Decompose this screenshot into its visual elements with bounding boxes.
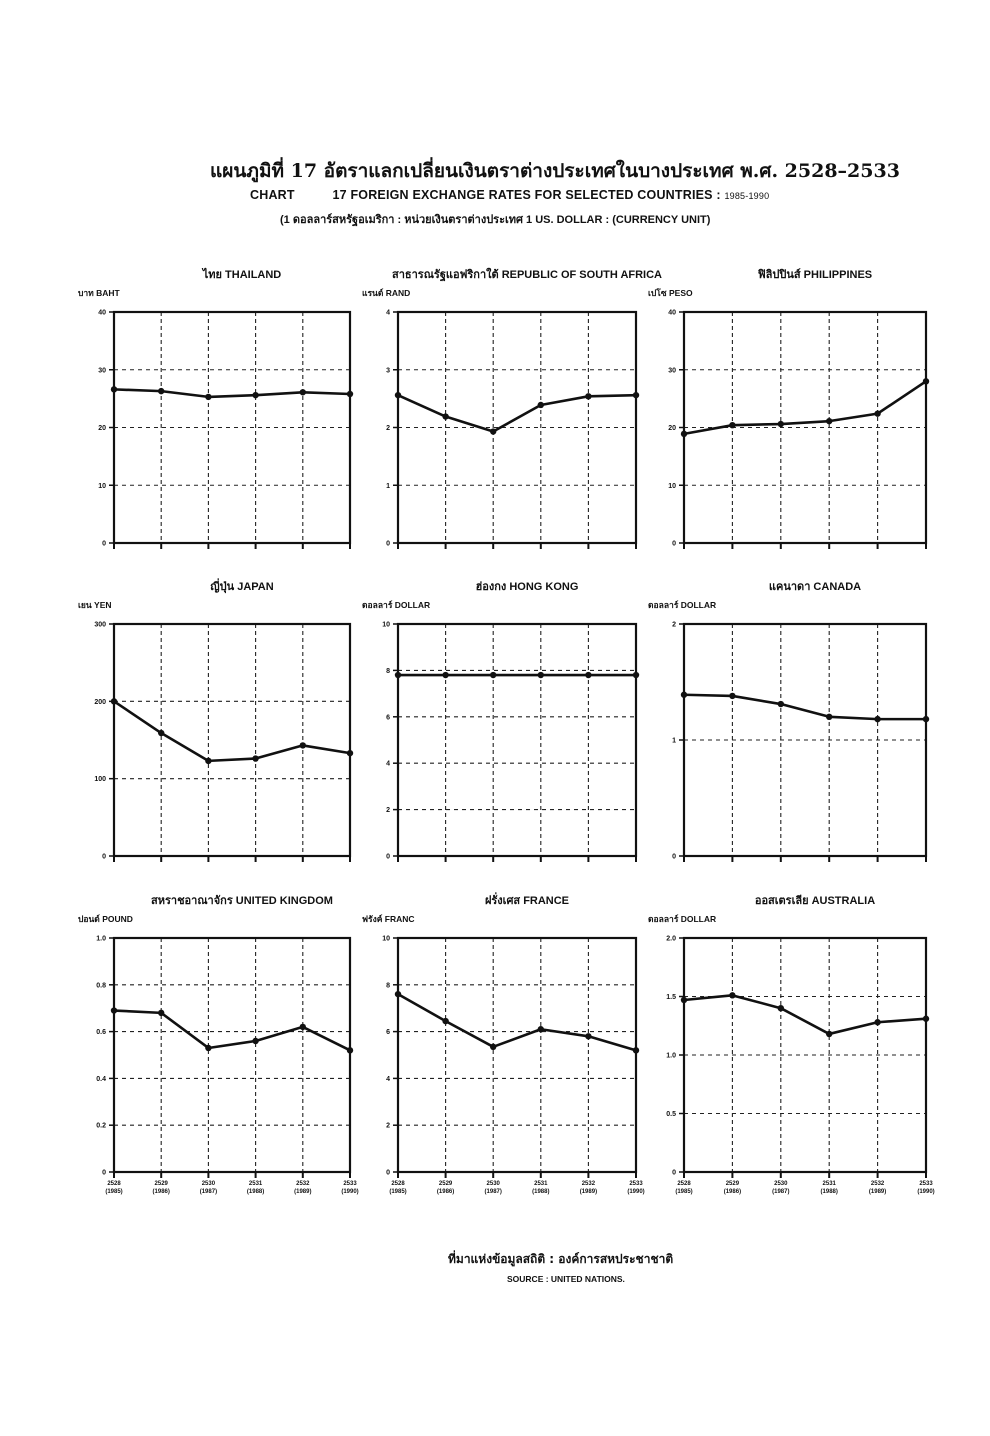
panel-title: ญี่ปุ่น JAPAN [210, 581, 274, 593]
y-tick-label: 10 [382, 621, 390, 629]
y-tick-label: 20 [98, 425, 106, 432]
chart-title-years: 1985-1990 [724, 191, 770, 201]
data-point [347, 391, 353, 397]
data-point [442, 672, 448, 678]
data-point [158, 388, 164, 394]
data-point [347, 1047, 353, 1053]
y-tick-label: 0.5 [666, 1111, 676, 1118]
plot-area [362, 267, 662, 549]
data-point [633, 672, 639, 678]
x-tick-label-ad: (1986) [723, 1189, 742, 1195]
y-tick-label: 2.0 [666, 935, 676, 943]
data-point [681, 997, 687, 1003]
x-tick-label: 2532 [296, 1181, 310, 1187]
data-point [300, 742, 306, 748]
plot-frame [114, 624, 350, 856]
data-point [874, 1019, 880, 1025]
x-tick-label-ad: (1989) [294, 1189, 312, 1195]
x-tick-label-ad: (1988) [246, 1189, 265, 1195]
data-point [111, 698, 117, 704]
x-tick-label-ad: (1987) [484, 1189, 502, 1195]
y-tick-label: 1 [386, 482, 390, 490]
series-line [684, 995, 926, 1034]
y-tick-label: 10 [382, 935, 390, 943]
y-tick-label: 0 [672, 853, 676, 861]
chart-panel-9 [644, 888, 936, 1212]
y-axis-unit-label: ปอนด์ POUND [78, 914, 133, 924]
y-tick-label: 8 [386, 667, 390, 675]
y-tick-label: 0.6 [96, 1029, 106, 1037]
data-point [681, 692, 687, 698]
data-point [538, 672, 544, 678]
data-point [538, 402, 544, 408]
plot-area [362, 581, 639, 862]
chart-panel-1 [74, 262, 360, 583]
x-tick-label: 2528 [391, 1181, 405, 1187]
y-tick-label: 0.4 [96, 1075, 106, 1083]
y-tick-label: 0 [672, 1169, 676, 1177]
data-point [585, 1033, 591, 1039]
y-axis-unit-label: ดอลลาร์ DOLLAR [648, 600, 717, 610]
data-point [490, 672, 496, 678]
chart-title-number: 17 [332, 188, 347, 202]
y-tick-label: 0 [386, 1169, 390, 1177]
plot-area [78, 267, 353, 549]
y-axis-unit-label: แรนด์ RAND [362, 288, 411, 298]
data-point [681, 431, 687, 437]
y-tick-label: 40 [668, 309, 676, 317]
y-tick-label: 2 [386, 425, 390, 432]
y-tick-label: 2 [672, 621, 676, 629]
y-tick-label: 4 [386, 1075, 390, 1083]
data-point [826, 418, 832, 424]
data-point [158, 730, 164, 736]
y-tick-label: 0 [102, 853, 106, 861]
data-point [585, 672, 591, 678]
plot-frame [398, 938, 636, 1172]
x-tick-label-ad: (1985) [105, 1189, 123, 1195]
data-point [300, 389, 306, 395]
chart-panel-7 [74, 888, 360, 1212]
x-tick-label-ad: (1986) [152, 1189, 170, 1195]
plot-area [362, 892, 645, 1195]
x-tick-label-ad: (1989) [868, 1189, 887, 1195]
data-point [252, 392, 258, 398]
data-point [538, 1026, 544, 1032]
panel-title: ฟิลิปปินส์ PHILIPPINES [757, 269, 873, 281]
y-tick-label: 30 [668, 367, 676, 375]
y-tick-label: 1.0 [96, 935, 106, 943]
chart-title-text: FOREIGN EXCHANGE RATES FOR SELECTED COUNTRIES : [350, 188, 721, 202]
x-tick-label: 2529 [438, 1181, 453, 1187]
data-point [923, 378, 929, 384]
source-thai: ที่มาแห่งข้อมูลสถิติ : องค์การสหประชาชาติ [448, 1252, 674, 1266]
panel-title: สหราชอาณาจักร UNITED KINGDOM [151, 895, 333, 907]
panel-title: ออสเตรเลีย AUSTRALIA [754, 895, 876, 907]
panel-title: สาธารณรัฐแอฟริกาใต้ REPUBLIC OF SOUTH AFRICA [392, 269, 662, 281]
x-tick-label: 2531 [822, 1181, 836, 1187]
panel-title: แคนาดา CANADA [768, 581, 862, 593]
y-tick-label: 0 [102, 540, 106, 548]
data-point [778, 1005, 784, 1011]
series-line [684, 695, 926, 719]
plot-area [78, 894, 359, 1195]
y-tick-label: 8 [386, 982, 390, 990]
plot-area [648, 581, 929, 862]
y-tick-label: 1.0 [666, 1052, 676, 1060]
data-point [826, 714, 832, 720]
x-tick-label-ad: (1987) [199, 1189, 218, 1195]
x-tick-label: 2530 [774, 1181, 788, 1187]
x-tick-label: 2528 [677, 1181, 691, 1187]
source-english: SOURCE : UNITED NATIONS. [507, 1274, 625, 1284]
data-point [111, 386, 117, 392]
y-axis-unit-label: ดอลลาร์ DOLLAR [648, 914, 717, 924]
data-point [205, 758, 211, 764]
x-tick-label-ad: (1985) [675, 1189, 693, 1195]
x-tick-label: 2533 [343, 1181, 357, 1187]
y-axis-unit-label: เยน YEN [78, 600, 112, 610]
y-tick-label: 3 [386, 367, 390, 375]
chart-title-thai: แผนภูมิที่ 17 อัตราแลกเปลี่ยนเงินตราต่างประเทศในบางประเทศ พ.ศ. 2528–2533 [210, 160, 900, 182]
data-point [923, 716, 929, 722]
chart-panel-8 [358, 888, 646, 1212]
data-point [585, 393, 591, 399]
data-point [826, 1031, 832, 1037]
x-tick-label: 2532 [581, 1181, 596, 1187]
data-point [252, 1038, 258, 1044]
data-point [442, 1018, 448, 1024]
chart-panel-6 [644, 574, 936, 896]
data-point [205, 394, 211, 400]
plot-frame [398, 624, 636, 856]
data-point [442, 413, 448, 419]
y-tick-label: 6 [386, 1029, 390, 1037]
y-tick-label: 2 [386, 1122, 390, 1130]
series-line [114, 1011, 350, 1051]
y-tick-label: 6 [386, 714, 390, 722]
series-line [398, 994, 636, 1050]
chart-panel-2 [358, 262, 662, 583]
y-tick-label: 0 [386, 853, 390, 861]
data-point [252, 755, 258, 761]
data-point [395, 672, 401, 678]
x-tick-label: 2528 [107, 1181, 121, 1187]
y-tick-label: 2 [386, 807, 390, 815]
y-tick-label: 0 [672, 540, 676, 548]
y-tick-label: 30 [98, 367, 106, 375]
y-tick-label: 4 [386, 760, 390, 768]
y-tick-label: 20 [668, 425, 676, 432]
x-tick-label-ad: (1990) [341, 1189, 359, 1195]
data-point [778, 421, 784, 427]
plot-frame [114, 938, 350, 1172]
plot-area [648, 268, 929, 549]
x-tick-label: 2530 [486, 1181, 500, 1187]
chart-title-prefix: CHART [250, 188, 295, 202]
y-axis-unit-label: เปโซ PESO [648, 288, 693, 298]
panel-title: ฝรั่งเศส FRANCE [484, 895, 570, 907]
y-tick-label: 200 [94, 698, 106, 706]
y-tick-label: 100 [94, 776, 106, 784]
plot-area [78, 578, 353, 862]
y-tick-label: 0.2 [96, 1122, 106, 1130]
y-axis-unit-label: ฟรังค์ FRANC [362, 914, 415, 924]
series-line [114, 389, 350, 397]
x-tick-label-ad: (1990) [627, 1189, 645, 1195]
x-tick-label: 2529 [725, 1181, 740, 1187]
data-point [874, 716, 880, 722]
chart-title-english [250, 188, 769, 202]
data-point [395, 991, 401, 997]
series-line [684, 381, 926, 434]
y-axis-unit-label: บาท BAHT [78, 288, 120, 298]
data-point [729, 422, 735, 428]
x-tick-label-ad: (1987) [772, 1189, 790, 1195]
x-tick-label-ad: (1988) [532, 1189, 550, 1195]
data-point [729, 992, 735, 998]
y-tick-label: 10 [98, 482, 106, 490]
y-tick-label: 10 [668, 482, 676, 490]
y-tick-label: 300 [94, 621, 106, 629]
x-tick-label: 2531 [248, 1181, 263, 1187]
data-point [490, 428, 496, 434]
data-point [205, 1045, 211, 1051]
data-point [300, 1024, 306, 1030]
x-tick-label-ad: (1990) [917, 1189, 935, 1195]
data-point [158, 1010, 164, 1016]
data-point [633, 1047, 639, 1053]
y-tick-label: 1 [672, 737, 676, 745]
data-point [874, 410, 880, 416]
data-point [778, 701, 784, 707]
x-tick-label-ad: (1986) [436, 1189, 455, 1195]
y-tick-label: 40 [98, 309, 106, 317]
plot-area [648, 894, 935, 1195]
data-point [729, 693, 735, 699]
x-tick-label-ad: (1985) [389, 1189, 407, 1195]
data-point [347, 750, 353, 756]
x-tick-label: 2532 [870, 1181, 885, 1187]
panel-title: ฮ่องกง HONG KONG [475, 581, 579, 593]
series-line [114, 701, 350, 761]
x-tick-label: 2529 [154, 1181, 168, 1187]
x-tick-label: 2531 [534, 1181, 548, 1187]
chart-panel-5 [358, 574, 646, 896]
data-point [923, 1016, 929, 1022]
data-point [111, 1007, 117, 1013]
x-tick-label-ad: (1988) [820, 1189, 838, 1195]
y-axis-unit-label: ดอลลาร์ DOLLAR [362, 600, 431, 610]
x-tick-label: 2530 [201, 1181, 216, 1187]
chart-panel-4 [74, 574, 360, 896]
y-tick-label: 0 [386, 540, 390, 548]
panel-title: ไทย THAILAND [202, 269, 282, 281]
chart-panel-3 [644, 262, 936, 583]
data-point [395, 392, 401, 398]
y-tick-label: 4 [386, 309, 390, 317]
series-line [398, 395, 636, 431]
x-tick-label: 2533 [919, 1181, 933, 1187]
y-tick-label: 1.5 [666, 994, 676, 1001]
unit-note: (1 ดอลลาร์สหรัฐอเมริกา : หน่วยเงินตราต่างประเทศ 1 US. DOLLAR : (CURRENCY UNIT) [280, 214, 711, 226]
y-tick-label: 0.8 [96, 982, 106, 990]
data-point [633, 392, 639, 398]
x-tick-label: 2533 [629, 1181, 643, 1187]
data-point [490, 1044, 496, 1050]
y-tick-label: 0 [102, 1169, 106, 1177]
x-tick-label-ad: (1989) [579, 1189, 598, 1195]
